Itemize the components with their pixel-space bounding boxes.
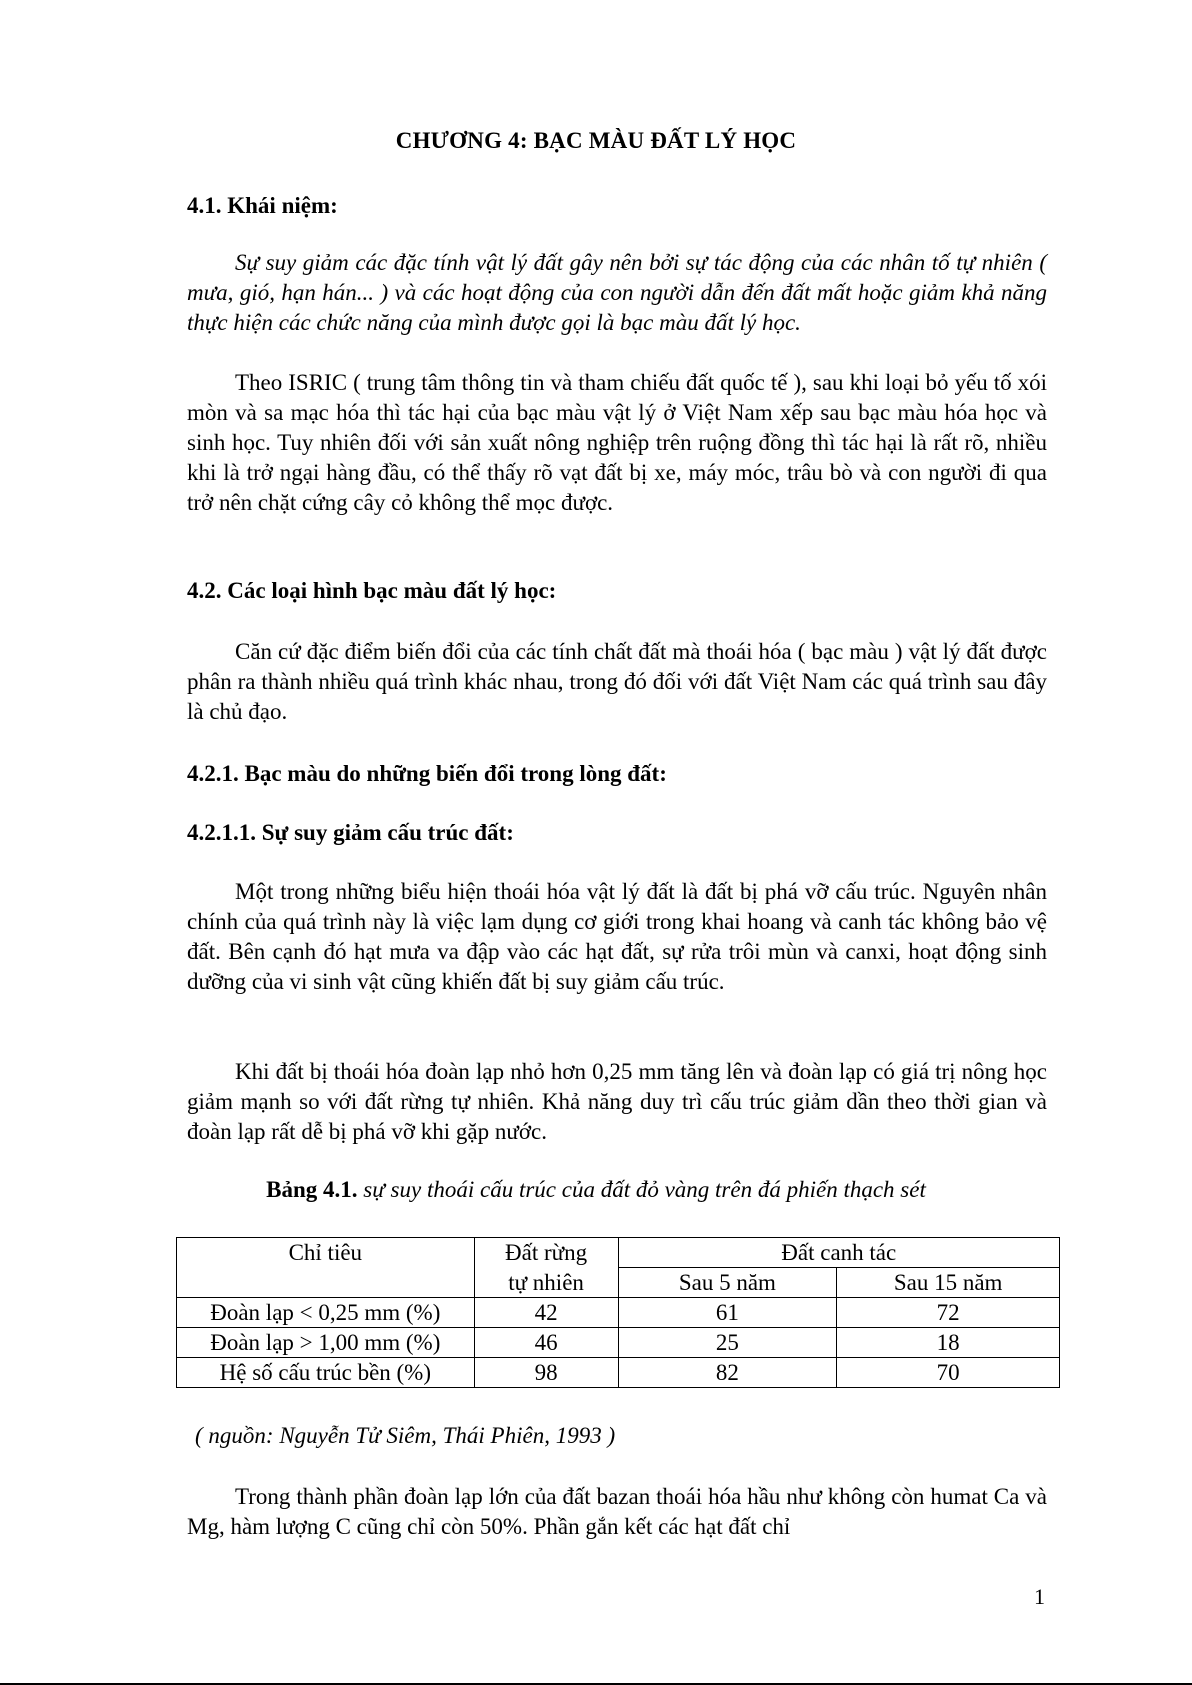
header-after-15-years: Sau 15 năm [837,1268,1060,1298]
page-number: 1 [1034,1584,1045,1609]
header-forest-line2: tự nhiên [474,1268,618,1298]
table-caption-text: sự suy thoái cấu trúc của đất đỏ vàng trên đá phiến thạch sét [357,1177,926,1202]
heading-4-2-1-1: 4.2.1.1. Sự suy giảm cấu trúc đất: [187,820,514,845]
paragraph-bazan: Trong thành phần đoàn lạp lớn của đất bazan thoái hóa hầu như không còn humat Ca và Mg, hàm lượng C cũng chỉ còn 50%. Phần gắn kết các hạt đất chỉ [187,1484,1047,1539]
paragraph-structure-1: Một trong những biểu hiện thoái hóa vật lý đất là đất bị phá vỡ cấu trúc. Nguyên nhân chính của quá trình này là việc lạm dụng cơ giới trong khai hoang và canh tác không bảo vệ đất. Bên cạnh đó hạt mưa va đập vào các hạt đất, sự rửa trôi mùn và canxi, hoạt động sinh dưỡng của vi sinh vật cũng khiến đất bị suy giảm cấu trúc. [187,879,1047,994]
table-row [177,1298,1060,1328]
table-caption-label: Bảng 4.1. [266,1177,358,1202]
header-indicator: Chỉ tiêu [177,1238,475,1298]
chapter-title: CHƯƠNG 4: BẠC MÀU ĐẤT LÝ HỌC [395,128,797,153]
header-forest-line1: Đất rừng [474,1238,618,1268]
header-after-5-years: Sau 5 năm [618,1268,837,1298]
table-row [177,1358,1060,1388]
row-label: Hệ số cấu trúc bền (%) [177,1358,475,1388]
cell-15-years: 72 [837,1298,1060,1328]
paragraph-definition: Sự suy giảm các đặc tính vật lý đất gây nên bởi sự tác động của các nhân tố tự nhiên ( mưa, gió, hạn hán... ) và các hoạt động của con người dẫn đến đất mất hoặc giảm khả năng thực hiện các chức năng của mình được gọi là bạc màu đất lý học. [187,250,1047,335]
header-cultivated-group: Đất canh tác [618,1238,1060,1268]
cell-15-years: 70 [837,1358,1060,1388]
table-row [177,1328,1060,1358]
cell-15-years: 18 [837,1328,1060,1358]
soil-structure-table [176,1237,1060,1388]
cell-5-years: 61 [618,1298,837,1328]
table-caption [0,1177,1192,1203]
paragraph-types: Căn cứ đặc điểm biến đổi của các tính chất đất mà thoái hóa ( bạc màu ) vật lý đất được phân ra thành nhiều quá trình khác nhau, trong đó đối với đất Việt Nam các quá trình sau đây là chủ đạo. [187,639,1047,724]
table-header-row [177,1238,1060,1268]
cell-forest: 98 [474,1358,618,1388]
paragraph-structure-2: Khi đất bị thoái hóa đoàn lạp nhỏ hơn 0,25 mm tăng lên và đoàn lạp có giá trị nông học giảm mạnh so với đất rừng tự nhiên. Khả năng duy trì cấu trúc giảm dần theo thời gian và đoàn lạp rất dễ bị phá vỡ khi gặp nước. [187,1059,1047,1144]
cell-forest: 46 [474,1328,618,1358]
heading-4-1: 4.1. Khái niệm: [187,193,338,218]
heading-4-2-1: 4.2.1. Bạc màu do những biến đổi trong lòng đất: [187,761,667,786]
cell-forest: 42 [474,1298,618,1328]
heading-4-2: 4.2. Các loại hình bạc màu đất lý học: [187,578,557,603]
cell-5-years: 82 [618,1358,837,1388]
cell-5-years: 25 [618,1328,837,1358]
row-label: Đoàn lạp < 0,25 mm (%) [177,1298,475,1328]
row-label: Đoàn lạp > 1,00 mm (%) [177,1328,475,1358]
paragraph-isric: Theo ISRIC ( trung tâm thông tin và tham chiếu đất quốc tế ), sau khi loại bỏ yếu tố xói mòn và sa mạc hóa thì tác hại của bạc màu vật lý ở Việt Nam xếp sau bạc màu hóa học và sinh học. Tuy nhiên đối với sản xuất nông nghiệp trên ruộng đồng thì tác hại là rất rõ, nhiều khi là trở ngại hàng đầu, có thể thấy rõ vạt đất bị xe, máy móc, trâu bò và con người đi qua trở nên chặt cứng cây cỏ không thể mọc được. [187,370,1047,515]
table-source: ( nguồn: Nguyễn Tử Siêm, Thái Phiên, 1993 ) [195,1423,616,1448]
